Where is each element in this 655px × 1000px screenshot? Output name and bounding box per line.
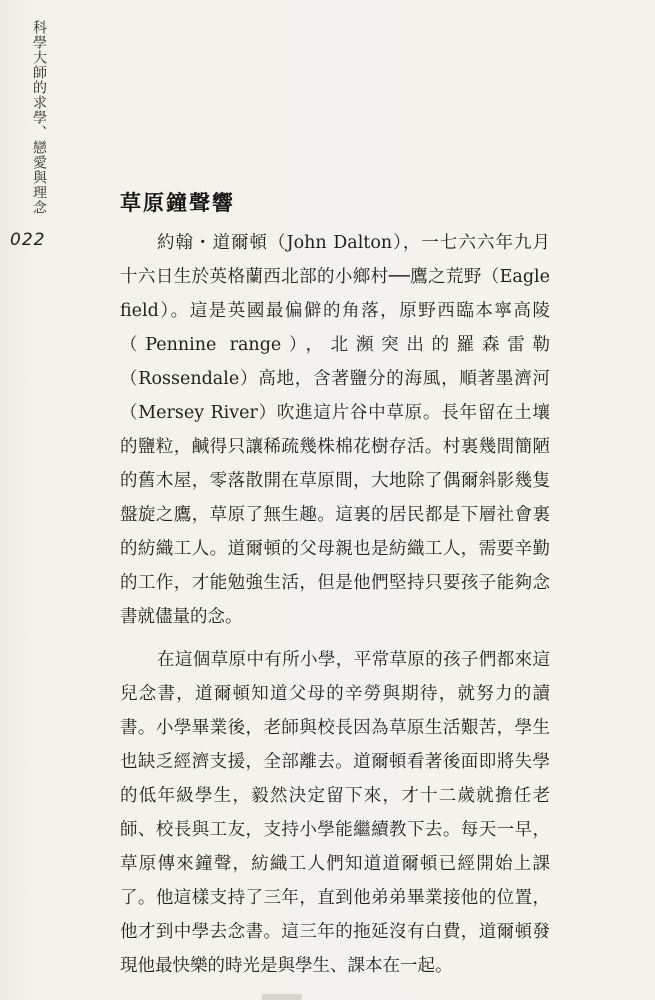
page-number: 022: [10, 230, 46, 250]
running-head: 科學大師的求學、戀愛與理念: [31, 20, 47, 215]
section-title: 草原鐘聲響: [120, 191, 235, 215]
paragraph-1: 約翰・道爾頓（John Dalton），一七六六年九月十六日生於英格蘭西北部的小鄉村──鷹之荒野（Eagle field）。這是英國最偏僻的角落，原野西臨本寧高陵（Pennine range），北瀕突出的羅森雷勒（Rossendale）高地，含著鹽分的海風，順著墨濟河（Mersey River）吹進這片谷中草原。長年留在土壤的鹽粒，鹹得只讓稀疏幾株棉花樹存活。村裏幾間簡陋的舊木屋，零落散開在草原間，大地除了偶爾斜影幾隻盤旋之鷹，草原了無生趣。這裏的居民都是下層社會裏的紡織工人。道爾頓的父母親也是紡織工人，需要辛勤的工作，才能勉強生活，但是他們堅持只要孩子能夠念書就儘量的念。: [120, 233, 550, 627]
paragraph-2: 在這個草原中有所小學，平常草原的孩子們都來這兒念書，道爾頓知道父母的辛勞與期待，就努力的讀書。小學畢業後，老師與校長因為草原生活艱苦，學生也缺乏經濟支援，全部離去。道爾頓看著後面即將失學的低年級學生，毅然決定留下來，才十二歲就擔任老師、校長與工友，支持小學能繼續教下去。每天一早，草原傳來鐘聲，紡織工人們知道道爾頓已經開始上課了。他這樣支持了三年，直到他弟弟畢業接他的位置，他才到中學去念書。這三年的拖延沒有白費，道爾頓發現他最快樂的時光是與學生、課本在一起。: [120, 650, 550, 976]
body-text: [120, 226, 550, 992]
page-edge-mark: [262, 994, 302, 1000]
